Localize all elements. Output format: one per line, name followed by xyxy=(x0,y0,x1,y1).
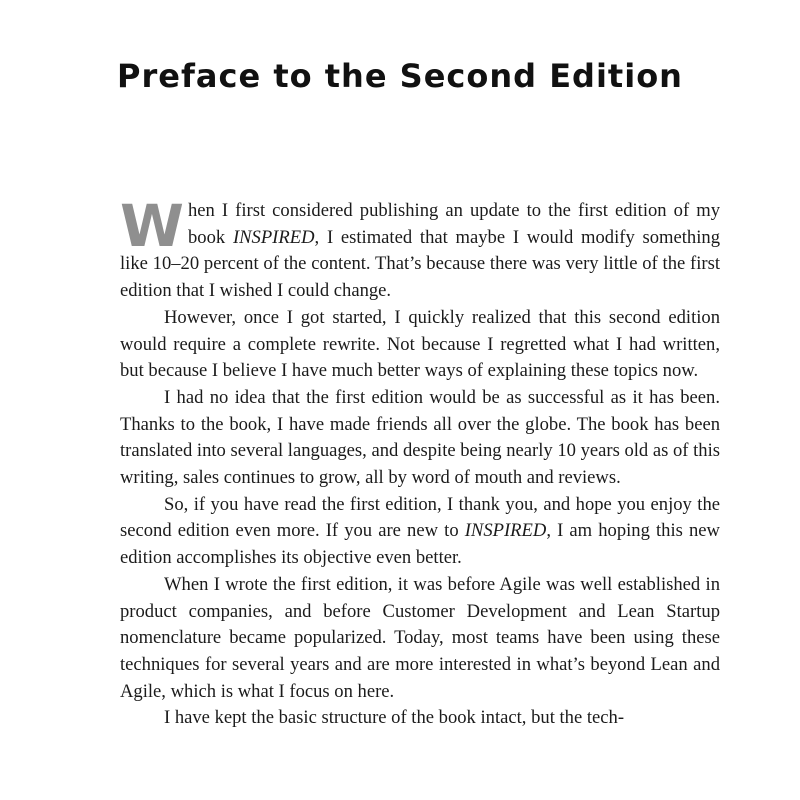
paragraph-1-text-a: hen I first considered publishing an update to the first edition of my book xyxy=(187,200,720,248)
paragraph-1 xyxy=(120,192,720,305)
paragraph-2: However, once I got started, I quickly realized that this second edition would require a complete rewrite. Not because I regretted what I had written, but because I believe I have much better ways of explaining these topics now. xyxy=(120,306,720,382)
paragraph-6: I have kept the basic structure of the book intact, but the tech- xyxy=(164,707,625,729)
drop-cap: W xyxy=(120,192,184,260)
page-title: Preface to the Second Edition xyxy=(117,57,683,96)
paragraph-4 xyxy=(120,492,720,572)
book-title-italic: INSPIRED xyxy=(464,520,547,542)
book-title-italic: INSPIRED xyxy=(232,226,315,248)
paragraph-4-text-a: So, if you have read the first edition, I thank you, and hope you enjoy the second edition even more. If you are new to xyxy=(120,493,720,542)
paragraph-3: I had no idea that the first edition would be as successful as it has been. Thanks to the book, I have made friends all over the globe. The book has been translated into several languages, and despite being nearly 10 years old as of this writing, sales continues to grow, all by word of mouth and reviews. xyxy=(120,386,720,489)
paragraph-4-text-b: , I am hoping this new edition accomplishes its objective even better. xyxy=(120,520,720,569)
body-text xyxy=(120,192,720,732)
paragraph-1-text-b: , I estimated that maybe I would modify something like 10–20 percent of the content. That’s because there was very little of the first edition that I wished I could change. xyxy=(120,226,720,302)
paragraph-5: When I wrote the first edition, it was before Agile was well established in product companies, and before Customer Development and Lean Startup nomenclature became popularized. Today, most teams have been using these techniques for several years and are more interested in what’s beyond Lean and Agile, which is what I focus on here. xyxy=(120,573,720,702)
